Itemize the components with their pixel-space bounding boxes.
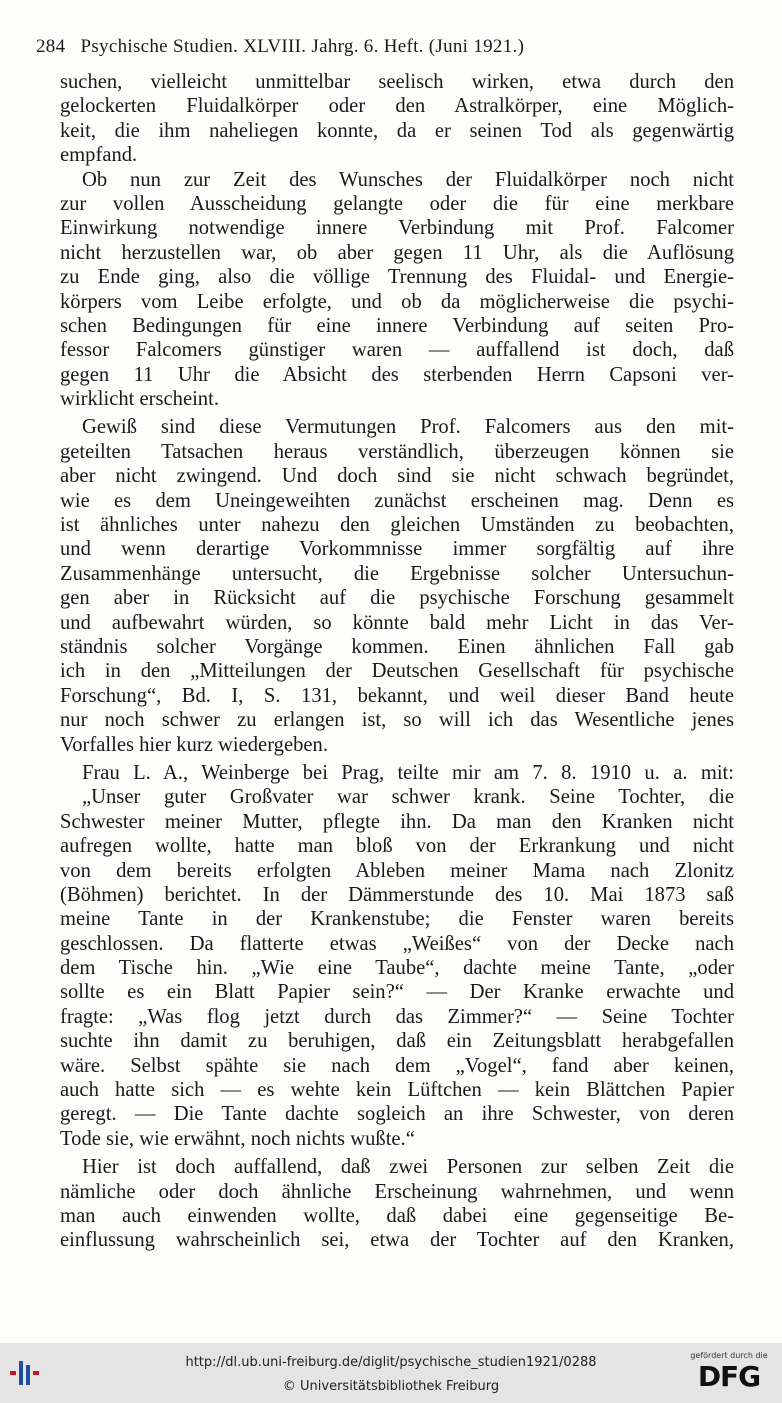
page-number: 284 — [36, 36, 66, 57]
text-line: „Unser guter Großvater war schwer krank. Seine Tochter, die — [82, 786, 734, 809]
text-line: meine Tante in der Krankenstube; die Fenster waren bereits — [60, 908, 734, 931]
paragraph — [60, 761, 734, 1151]
text-line: geschlossen. Da flatterte etwas „Weißes“ von der Decke nach — [60, 932, 734, 955]
text-line: (Böhmen) berichtet. In der Dämmerstunde des 10. Mai 1873 saß — [60, 883, 734, 906]
text-line: geteilten Tatsachen heraus verständlich, überzeugen können sie — [60, 440, 734, 463]
text-line: zur vollen Ausscheidung gelangte oder die für eine merkbare — [60, 192, 734, 215]
text-line: und aufbewahrt würden, so könnte bald mehr Licht in das Ver- — [60, 611, 734, 634]
text-line: man auch einwenden wollte, daß dabei eine gegenseitige Be- — [60, 1204, 734, 1227]
text-line: wie es dem Uneingeweihten zunächst erscheinen mag. Denn es — [60, 489, 734, 512]
text-line: Tode sie, wie erwähnt, noch nichts wußte.“ — [60, 1127, 415, 1150]
body-text — [60, 70, 734, 1253]
text-line: suchen, vielleicht unmittelbar seelisch wirken, etwa durch den — [60, 71, 734, 93]
source-url-link[interactable]: http://dl.ub.uni-freiburg.de/diglit/psychische_studien1921/0288 — [185, 1355, 597, 1370]
dfg-caption: gefördert durch die — [690, 1351, 768, 1360]
text-line: aufregen wollte, hatte man bloß von der Erkrankung und nicht — [60, 835, 734, 858]
text-line: fragte: „Was flog jetzt durch das Zimmer?“ — Seine Tochter — [60, 1005, 734, 1028]
paragraph — [60, 415, 734, 756]
text-line: ist ähnliches unter nahezu den gleichen Umständen zu beobachten, — [60, 514, 734, 537]
text-line: suchte ihn damit zu beruhigen, daß ein Zeitungsblatt herabgefallen — [60, 1030, 734, 1053]
text-line: gelockerten Fluidalkörper oder den Astralkörper, eine Möglich- — [60, 95, 734, 118]
text-line: einflussung wahrscheinlich sei, etwa der Tochter auf den Kranken, — [60, 1229, 734, 1252]
text-line: von dem bereits erfolgten Ableben meiner Mama nach Zlonitz — [60, 859, 734, 882]
text-line: und wenn derartige Vorkommnisse immer sorgfältig auf ihre — [60, 538, 734, 561]
text-line: zu Ende ging, also die völlige Trennung des Fluidal- und Energie- — [60, 266, 734, 289]
text-line: aber nicht zwingend. Und doch sind sie nicht schwach begründet, — [60, 465, 734, 488]
digitization-footer — [0, 1343, 782, 1403]
text-line: Einwirkung notwendige innere Verbindung mit Prof. Falcomer — [60, 217, 734, 240]
text-line: Zusammenhänge untersucht, die Ergebnisse solcher Untersuchun- — [60, 562, 734, 585]
text-line: sollte es ein Blatt Papier sein?“ — Der Kranke erwachte und — [60, 981, 734, 1004]
text-line: schen Bedingungen für eine innere Verbindung auf seiten Pro- — [60, 314, 734, 337]
text-line: körpers vom Leibe erfolgte, und ob da möglicherweise die psychi- — [60, 290, 734, 313]
text-line: Vorfalles hier kurz wiedergeben. — [60, 733, 328, 756]
text-line: ständnis solcher Vorgänge kommen. Einen ähnlichen Fall gab — [60, 635, 734, 658]
text-line: nämliche oder doch ähnliche Erscheinung wahrnehmen, und wenn — [60, 1180, 734, 1203]
text-line: gegen 11 Uhr die Absicht des sterbenden Herrn Capsoni ver- — [60, 363, 734, 386]
running-title: Psychische Studien. XLVIII. Jahrg. 6. Heft. (Juni 1921.) — [80, 36, 525, 57]
copyright-notice: © Universitätsbibliothek Freiburg — [282, 1379, 500, 1394]
text-line: nicht herzustellen war, ob aber gegen 11 Uhr, als die Auflösung — [60, 241, 734, 264]
text-line: Gewiß sind diese Vermutungen Prof. Falcomers aus den mit- — [82, 416, 734, 439]
paragraph — [60, 1155, 734, 1253]
text-line: Hier ist doch auffallend, daß zwei Personen zur selben Zeit die — [82, 1156, 734, 1179]
paragraph — [60, 70, 734, 168]
text-line: auch hatte sich — es wehte kein Lüftchen — kein Blättchen Papier — [60, 1079, 734, 1102]
text-line: empfand. — [60, 144, 138, 167]
paragraph — [60, 168, 734, 412]
text-line: Schwester meiner Mutter, pflegte ihn. Da man den Kranken nicht — [60, 810, 734, 833]
running-header — [36, 36, 748, 58]
text-line: gen aber in Rücksicht auf die psychische Forschung gesammelt — [60, 587, 734, 610]
text-line: wirklicht erscheint. — [60, 388, 219, 411]
text-line: Frau L. A., Weinberge bei Prag, teilte mir am 7. 8. 1910 u. a. mit: — [82, 761, 734, 784]
dfg-logo-text: DFG — [697, 1360, 761, 1393]
text-line: wäre. Selbst spähte sie nach dem „Vogel“, fand aber keinen, — [60, 1054, 734, 1077]
text-line: dem Tische hin. „Wie eine Taube“, dachte meine Tante, „oder — [60, 957, 734, 980]
text-line: geregt. — Die Tante dachte sogleich an ihre Schwester, von deren — [60, 1103, 734, 1126]
text-line: Ob nun zur Zeit des Wunsches der Fluidalkörper noch nicht — [82, 168, 734, 191]
text-line: keit, die ihm naheliegen konnte, da er seinen Tod als gegenwärtig — [60, 119, 734, 142]
text-line: Forschung“, Bd. I, S. 131, bekannt, und weil dieser Band heute — [60, 684, 734, 707]
text-line: ich in den „Mitteilungen der Deutschen Gesellschaft für psychische — [60, 660, 734, 683]
text-line: fessor Falcomers günstiger waren — auffallend ist doch, daß — [60, 339, 734, 362]
dfg-logo — [686, 1351, 772, 1397]
text-line: nur noch schwer zu erlangen ist, so will ich das Wesentliche jenes — [60, 709, 734, 732]
